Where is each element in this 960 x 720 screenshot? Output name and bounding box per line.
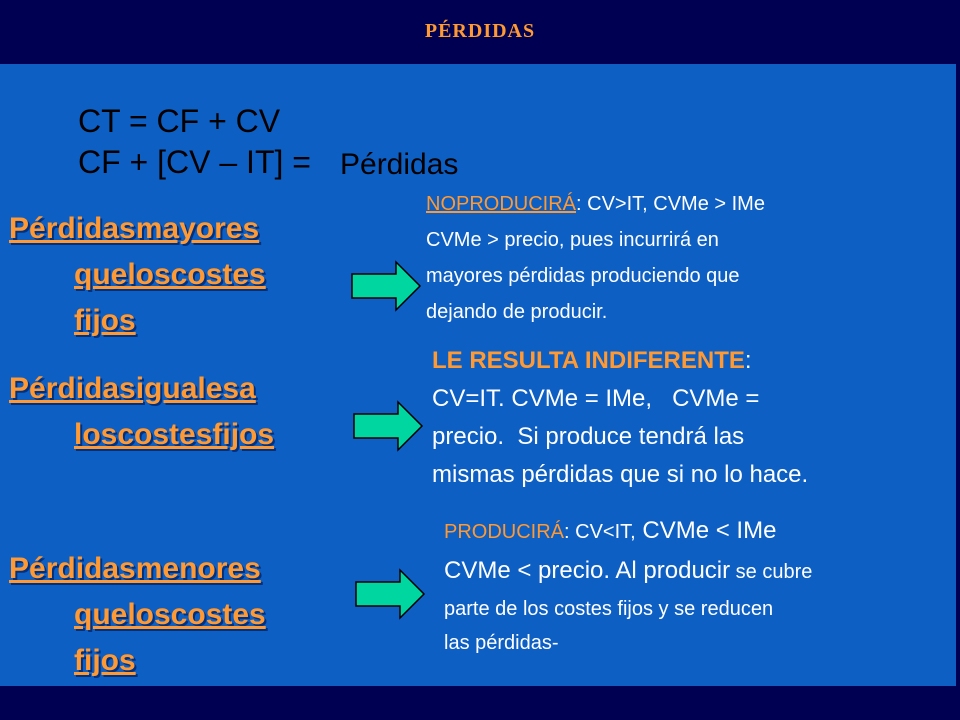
description-text: dejando de producir. <box>426 301 608 323</box>
keyword-no-producira: NOPRODUCIRÁ <box>426 193 577 215</box>
case-description-indifferent <box>432 342 808 494</box>
formula-line-2-rhs: Pérdidas <box>340 148 459 181</box>
case-description-no-produce <box>426 186 765 330</box>
condition-line: queloscostes <box>74 258 266 291</box>
case-description-produce <box>444 512 812 660</box>
arrow-right-icon <box>354 568 426 620</box>
description-text: mayores pérdidas produciendo que <box>426 265 740 287</box>
condition-losses-smaller[interactable] <box>9 546 266 684</box>
description-text: CV<IT, <box>569 521 636 543</box>
condition-losses-greater[interactable] <box>9 206 266 344</box>
arrow-right-icon <box>352 400 424 452</box>
description-text: precio. Si produce tendrá las <box>432 423 745 450</box>
condition-line: Pérdidasmenores <box>9 552 261 585</box>
condition-line: Pérdidasigualesa <box>9 372 256 405</box>
condition-line: queloscostes <box>74 598 266 631</box>
description-text: CV=IT. CVMe = IMe, CVMe = <box>432 385 760 412</box>
description-text: CV>IT, CVMe > IMe <box>581 193 765 215</box>
keyword-producira: PRODUCIRÁ <box>444 521 565 543</box>
separator: : <box>744 347 752 374</box>
description-text: mismas pérdidas que si no lo hace. <box>432 461 809 488</box>
condition-line: fijos <box>74 644 136 677</box>
top-bar <box>0 0 960 64</box>
bottom-bar <box>0 686 960 720</box>
separator: : <box>576 193 582 215</box>
condition-losses-equal[interactable] <box>9 366 274 458</box>
page-title: PÉRDIDAS <box>424 20 536 42</box>
description-text: las pérdidas- <box>444 632 559 654</box>
description-text: CVMe < IMe <box>635 517 777 544</box>
description-text: CVMe > precio, pues incurrirá en <box>426 229 719 251</box>
condition-line: Pérdidasmayores <box>9 212 260 245</box>
formula-line-2-lhs: CF + [CV – IT] = <box>78 144 311 180</box>
separator: : <box>564 521 570 543</box>
formula-line-1: CT = CF + CV <box>78 103 281 139</box>
keyword-indiferente: LE RESULTA INDIFERENTE <box>432 347 745 374</box>
condition-line: fijos <box>74 304 136 337</box>
description-text: se cubre <box>730 561 813 583</box>
arrow-right-icon <box>350 260 422 312</box>
description-text: CVMe < precio. Al producir <box>444 557 731 584</box>
description-text: parte de los costes fijos y se reducen <box>444 598 774 620</box>
condition-line: loscostesfijos <box>74 418 275 451</box>
